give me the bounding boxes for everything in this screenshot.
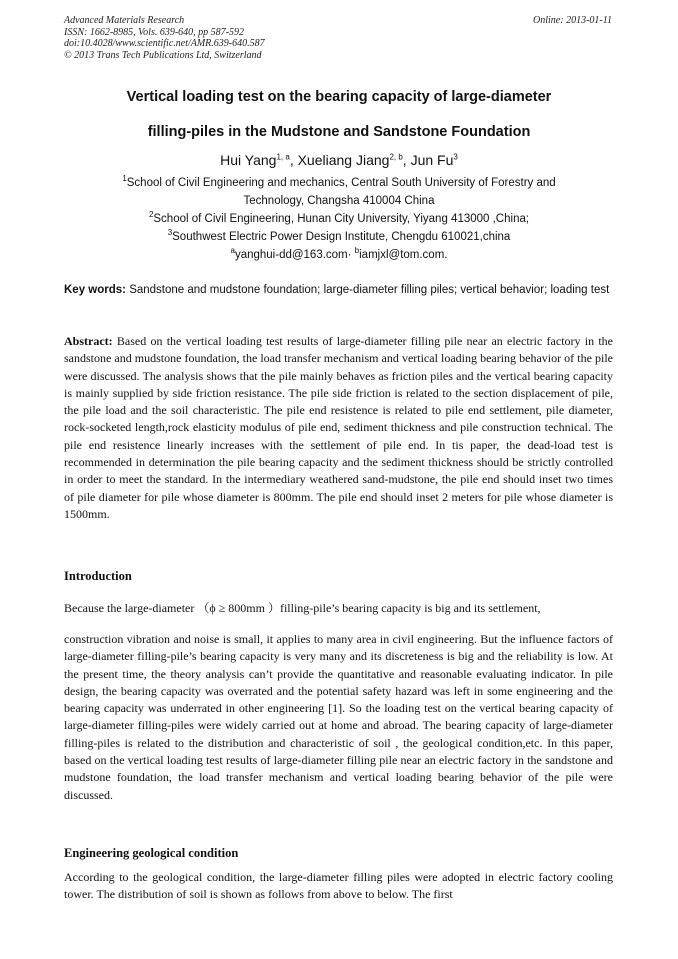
email-b-sup: b (354, 246, 360, 256)
affiliation-3 (40, 228, 638, 246)
geology-body: According to the geological condition, the large-diameter filling piles were adopted in electric factory cooling tower. The distribution of soil is shown as follows from above to below. The first (64, 870, 613, 902)
doi-line[interactable]: doi:10.4028/www.scientific.net/AMR.639-640.587 (64, 38, 265, 49)
author-name: Jun Fu (410, 152, 454, 168)
author-sup: 3 (453, 152, 458, 162)
paper-title-line-2: filling-piles in the Mudstone and Sandstone Foundation (147, 124, 531, 140)
author-name: Hui Yang (220, 152, 277, 168)
abstract-label: Abstract: (64, 334, 113, 348)
author-separator: , (289, 152, 298, 168)
issn-line: ISSN: 1662-8985, Vols. 639-640, pp 587-592 (64, 26, 244, 38)
introduction-first-line: Because the large-diameter （ϕ ≥ 800mm ）filling-pile’s bearing capacity is big and its settlement, (64, 601, 541, 615)
introduction-heading: Introduction (64, 569, 132, 583)
email-b-link[interactable]: iamjxl@tom.com. (359, 249, 448, 261)
affiliation-1-line-1: School of Civil Engineering and mechanics, Central South University of Forestry and (126, 177, 556, 189)
email-line (40, 246, 638, 264)
abstract-text: Based on the vertical loading test results of large-diameter filling pile near an electric factory in the sandstone and mudstone foundation, the load transfer mechanism and vertical loading bearing behavior of the pile were discussed. The analysis shows that the pile mainly behaves as friction piles and the vertical bearing capacity is mainly supplied by side friction resistance. The pile side friction is related to the section displacement of pile, the pile load and the soil characteristic. The pile end resistence is related to pile end settlement, pile diameter, rock-socketed length,rock elasticity modulus of pile end, sediment thickness and pile construction technical. The pile end resistence linearly increases with the settlement of pile end. In tis paper, the dead-load test is recommended in determination the pile bearing capacity and the sediment thickness should be strictly controlled in order to meet the standard. In the intermediary weathered sand-mudstone, the pile end should inset two times of pile diameter for pile whose diameter is 800mm. The pile end should inset 2 meters for pile whose diameter is 1500mm. (64, 334, 614, 521)
geology-heading: Engineering geological condition (64, 846, 239, 860)
affiliation-2-sup: 2 (148, 210, 154, 220)
keywords-text: Sandstone and mudstone foundation; large-diameter filling piles; vertical behavior; loading test (129, 284, 610, 296)
email-a-link[interactable]: yanghui-dd@163.com (234, 249, 348, 261)
affiliation-1-sup: 1 (122, 174, 127, 184)
author-list (40, 152, 638, 168)
keywords-label: Key words: (64, 284, 126, 296)
journal-header (64, 15, 265, 61)
affiliation-1 (40, 174, 638, 210)
keywords-block (64, 282, 613, 299)
affiliation-1-line-2: Technology, Changsha 410004 China (243, 195, 435, 207)
author-name: Xueliang Jiang (297, 152, 390, 168)
introduction-body: construction vibration and noise is small, it applies to many area in civil engineering. But the influence factors of large-diameter filling-pile’s bearing capacity is very many and its discreteness is big and the reliability is low. At the present time, the theory analysis can’t provide the quantitative and reasonable evaluating indicator. In pile design, the bearing capacity was overrated and the potential safety hazard was left in some engineering and the bearing capacity was underrated in other engineering [1]. So the loading test on the vertical bearing capacity of large-diameter filling-piles were widely carried out at home and abroad. The bearing capacity of large-diameter filling-piles is related to the distribution and characteristic of soil , the geological condition,etc. In this paper, based on the vertical loading test results of large-diameter filling pile near an electric factory in the sandstone and mudstone foundation, the load transfer mechanism and vertical loading bearing behavior of the pile were discussed. (64, 632, 613, 802)
affiliation-2 (40, 210, 638, 228)
email-a-sup: a (230, 246, 235, 256)
affiliation-3-text: Southwest Electric Power Design Institute, Chengdu 610021,china (172, 231, 511, 243)
affiliation-2-text: School of Civil Engineering, Hunan City University, Yiyang 413000 ,China; (153, 213, 530, 225)
online-date: Online: 2013-01-11 (533, 15, 612, 26)
author-separator: , (402, 152, 411, 168)
affiliation-3-sup: 3 (167, 228, 173, 238)
paper-title-line-1: Vertical loading test on the bearing capacity of large-diameter (126, 89, 552, 105)
email-separator: · (347, 249, 355, 261)
author-sup: 2, b (389, 152, 403, 162)
abstract-block (64, 333, 613, 523)
journal-name: Advanced Materials Research (64, 15, 185, 26)
copyright-line: © 2013 Trans Tech Publications Ltd, Switzerland (64, 49, 262, 61)
author-sup: 1, a (276, 152, 290, 162)
